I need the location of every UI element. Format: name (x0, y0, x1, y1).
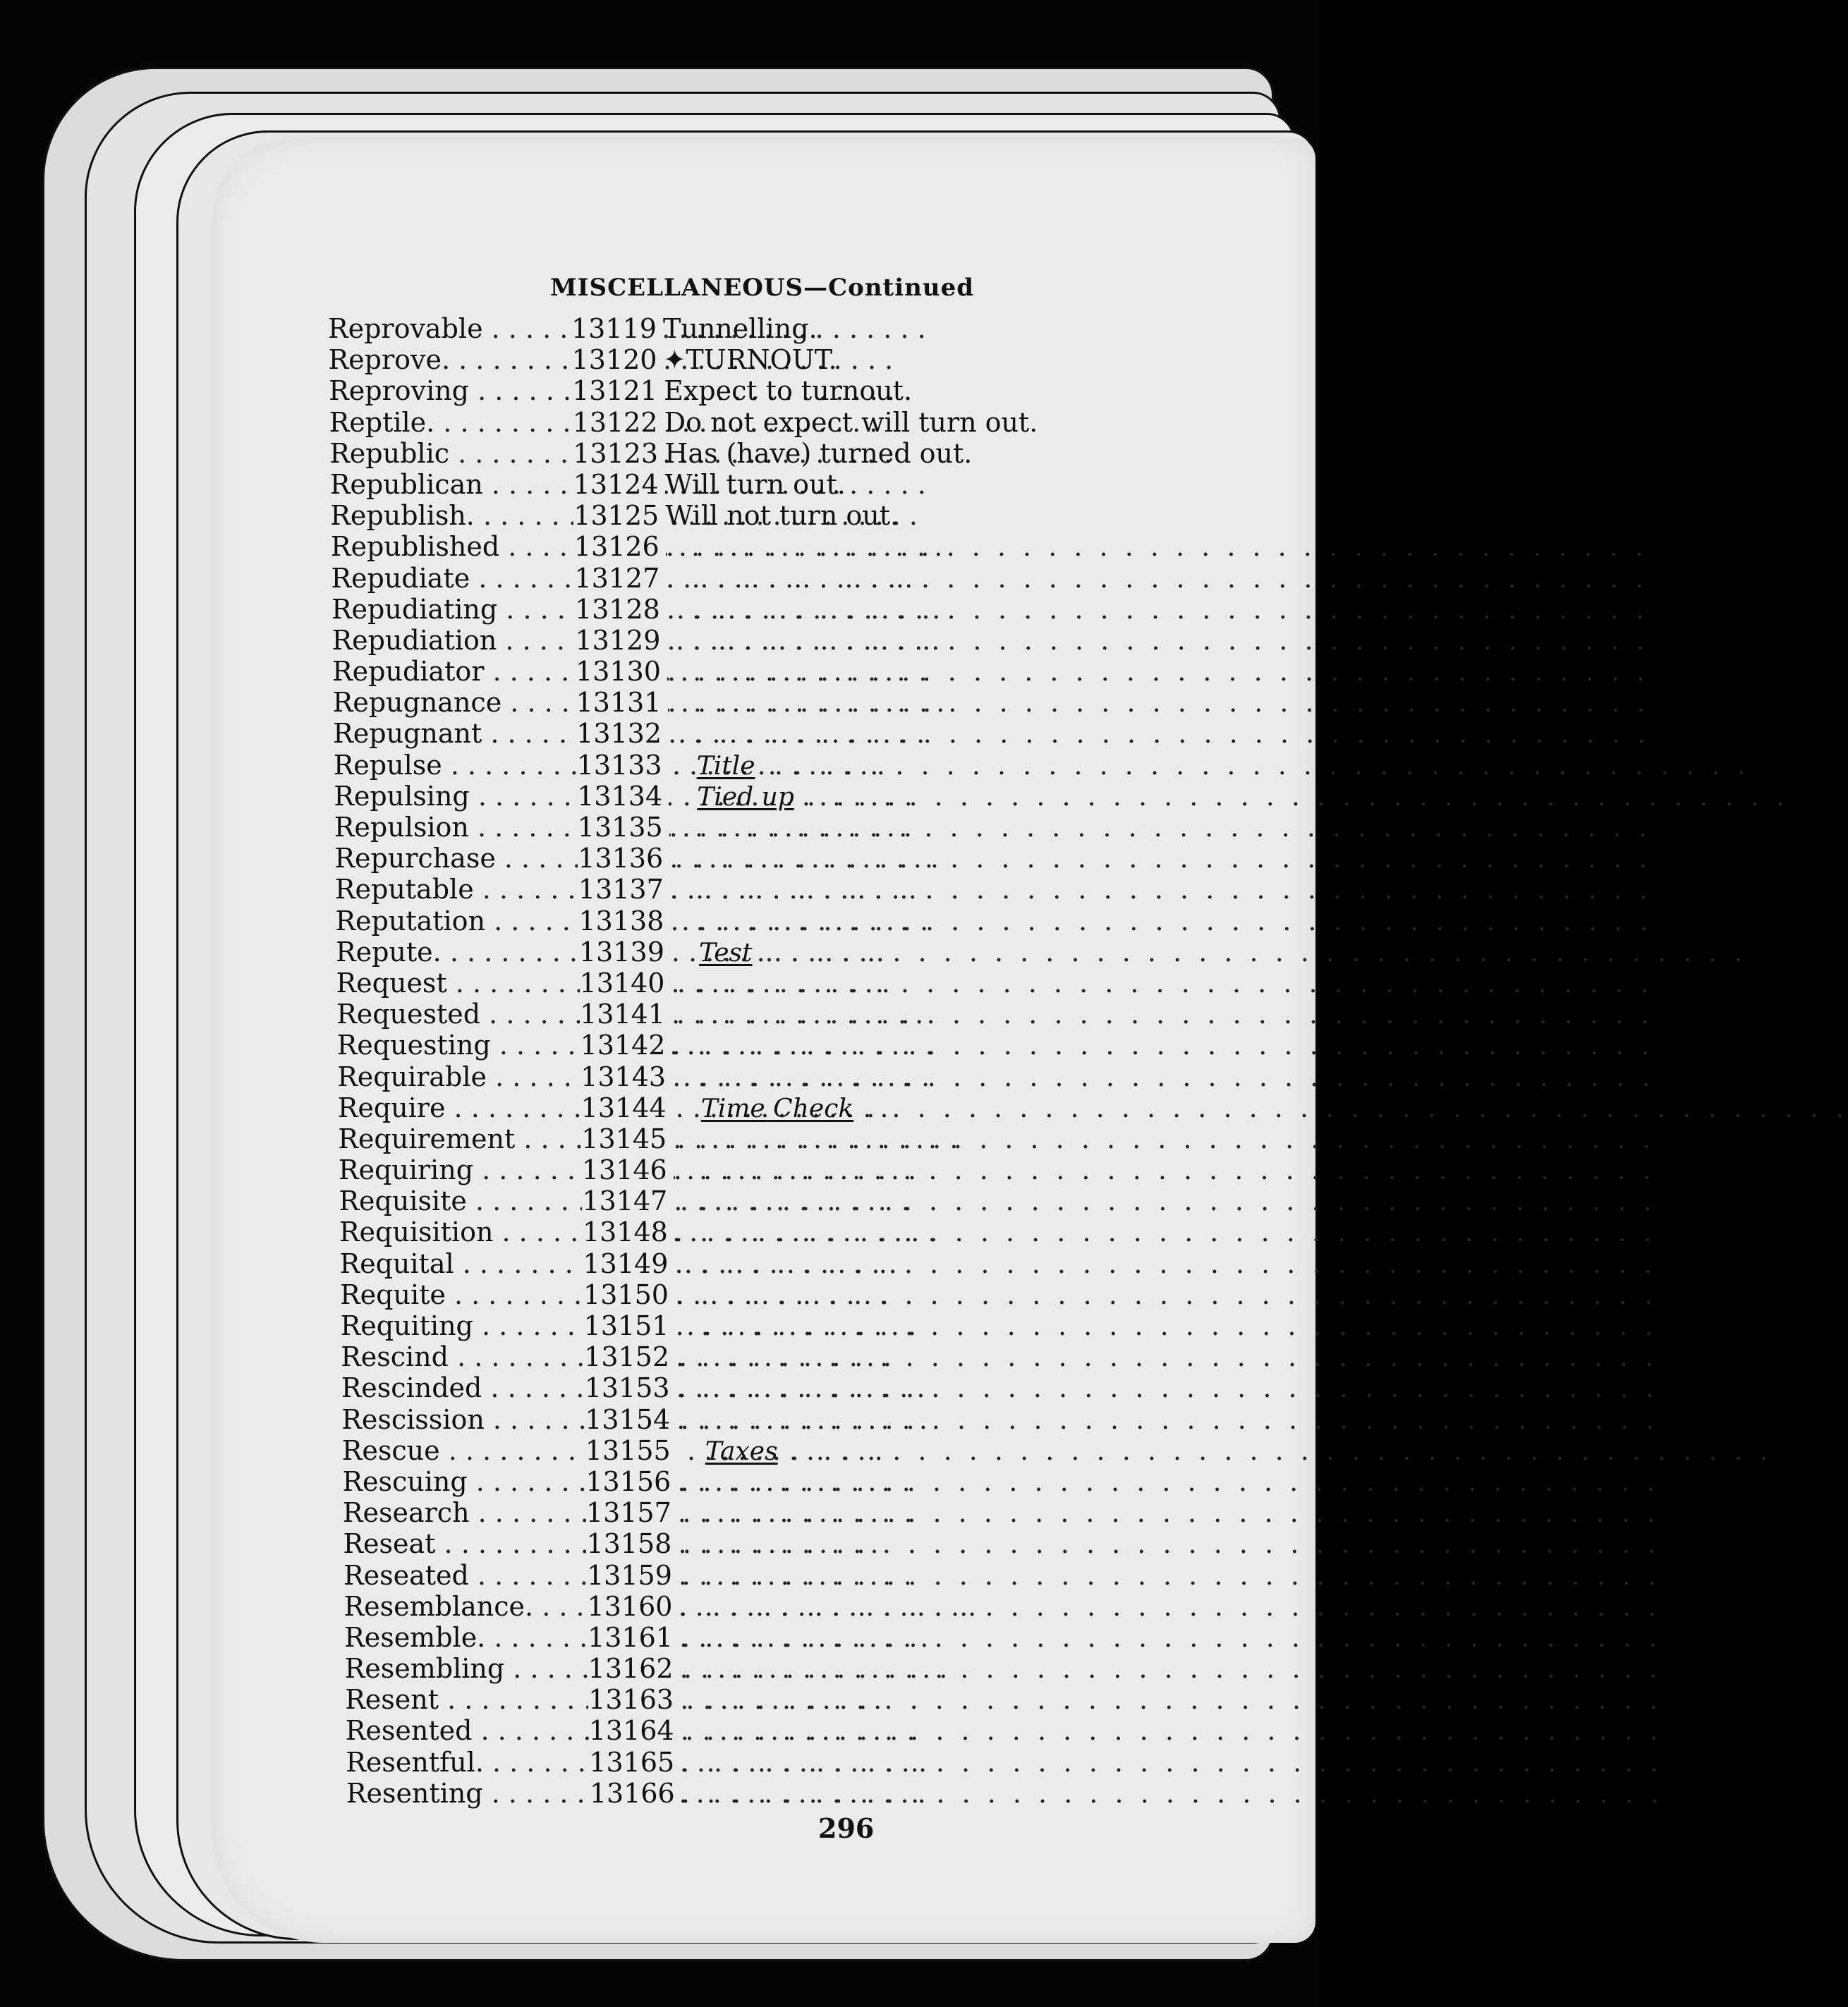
entry-meaning (665, 469, 1301, 500)
leader-dots: . . . . . . . . . . . . . . . . . . . . . . . . . . . . . . . . . . . . . . . (673, 1154, 1655, 1186)
code-entry-row (340, 1279, 1658, 1310)
entry-word: Reseated . . . (344, 1560, 587, 1591)
entry-meaning (674, 1216, 1657, 1248)
entry-code: 13146 (582, 1154, 674, 1185)
code-entry-row (344, 1590, 1661, 1622)
entry-meaning (669, 843, 1652, 874)
entry-code: 13122 (573, 407, 664, 438)
entry-meaning (679, 1653, 1662, 1685)
leader-dots: . . . . . . . . . . . . . . . . . . . . . . . . . . . . . . . . . . . . . . . (675, 1279, 1658, 1310)
entry-word: Requirable . . . (337, 1061, 580, 1092)
code-entry-row (341, 1341, 1658, 1373)
leader-dots: . . . . . . . . . . . . . . . . . . . . . . . . . . . . . . . . . . . . . . . (676, 1372, 1658, 1404)
code-entry-row (329, 344, 1301, 375)
entry-word: Repulsing . . . (334, 781, 577, 812)
leader-dots: . . . . . . . . . . . . . . . . . . . . . . . . . . . . . . . . . . . . . . . (679, 1559, 1661, 1591)
entry-word: Repugnance . . . (333, 687, 576, 718)
entry-code: 13159 (587, 1560, 679, 1591)
entry-code: 13163 (588, 1684, 680, 1715)
entry-code: 13141 (580, 999, 671, 1030)
entry-meaning (665, 500, 1301, 531)
entry-word: Resemble. . . . (344, 1622, 588, 1653)
entry-meaning (675, 1310, 1658, 1341)
leader-dots: . . . . . . . . . . . . . . . . . . . . . . . . . . . . . . . . . . . . . . . (679, 1621, 1662, 1653)
entry-code: 13140 (580, 968, 671, 999)
entry-code: 13121 (572, 375, 664, 406)
code-entry-row (344, 1653, 1662, 1685)
entry-word: Requesting . . . (337, 1030, 580, 1061)
entry-code: 13135 (578, 812, 669, 843)
code-entry-row (331, 593, 1649, 625)
entry-code: 13119 (571, 313, 663, 344)
entry-meaning (669, 812, 1651, 843)
entry-meaning (673, 1092, 1848, 1125)
handwritten-annotation: Taxes (705, 1436, 778, 1466)
entry-meaning (670, 905, 1653, 937)
leader-dots: . . . . . . . . . . . . . . . . . . . . . . . . . . . . . . . . . . . . . . . (666, 562, 1648, 594)
entry-meaning-text: Will not turn out. (665, 500, 899, 532)
entry-word: Requested . . . (336, 999, 580, 1030)
code-entry-row (334, 780, 1789, 812)
entry-code: 13155 (585, 1435, 677, 1466)
leader-dots: . . . . . . . . . . . . . . . . . . . . . . . . . . . . . . . . . . . . . . . (667, 624, 1649, 656)
code-entry-row (335, 905, 1653, 937)
code-entry-row (341, 1434, 1773, 1466)
entry-word: Requiting . . . (341, 1310, 584, 1341)
entry-code: 13145 (581, 1123, 673, 1154)
entry-meaning (674, 1247, 1657, 1279)
entry-code: 13152 (584, 1341, 676, 1372)
entry-meaning (680, 1715, 1662, 1747)
entry-code: 13157 (586, 1497, 678, 1528)
code-entry-row (336, 999, 1654, 1030)
code-entry-row (342, 1465, 1660, 1497)
entry-meaning (677, 1434, 1773, 1468)
entry-code: 13126 (574, 531, 666, 562)
entry-meaning (669, 874, 1652, 905)
entry-meaning (675, 1279, 1658, 1310)
page-number: 296 (818, 1812, 875, 1844)
code-entry-row (330, 469, 1301, 500)
entry-meaning (667, 656, 1650, 688)
entry-word: Require . . . (338, 1092, 581, 1123)
code-entry-row (332, 624, 1649, 656)
entry-meaning-text: Expect to turnout. (664, 375, 913, 407)
entry-meaning (676, 1341, 1658, 1373)
leader-dots: . . . . . . . . . . . . . . . . . . . . . . . . . . . . . . . . . . . . . . . (666, 593, 1649, 625)
entry-word: Resent . . . (345, 1684, 588, 1715)
entry-code: 13156 (585, 1466, 677, 1497)
entry-code: 13120 (572, 344, 664, 375)
code-entry-row (336, 967, 1653, 999)
entry-meaning (666, 562, 1648, 594)
entry-code: 13132 (576, 718, 668, 749)
entry-code: 13124 (573, 469, 665, 500)
entry-word: Repudiation . . . (332, 625, 576, 656)
entry-word: Request . . . (336, 968, 580, 999)
entry-code: 13123 (573, 438, 664, 469)
entry-meaning-text: Tunnelling. (663, 313, 817, 344)
leader-dots: . . . . . . . . . . . . . . . . . . . . . . . . . . . . . . . . . . . . . . . (678, 1528, 1660, 1560)
code-entry-row (345, 1684, 1662, 1716)
entry-word: Repute. . . . (336, 937, 579, 968)
leader-dots: . . . . . . . . . . . . . . . . . . . . . . . . . . . . . . . . . . . . . . . (777, 1434, 1773, 1466)
entry-code: 13139 (579, 937, 671, 968)
handwritten-annotation: Tied up (697, 782, 794, 812)
entry-code: 13134 (577, 781, 669, 812)
entry-word: Rescinded . . . (341, 1372, 585, 1403)
leader-dots: . . . . . . . . . . . . . . . . . . . . . . . . . . . . . . . . . . . . . . . (675, 1310, 1658, 1341)
leader-dots: . . . . . . . . . . . . . . . . . . . . . . . . . . . . . . . . . . . . . . . (755, 749, 1750, 781)
code-entry-row (334, 874, 1652, 905)
entry-code: 13165 (589, 1747, 681, 1778)
leader-dots: . . . . . . . . . . . . . . . . . . . . . . . . . . . . . . . . . . . . . . . (669, 812, 1651, 843)
leader-dots: . . . . . . . . . . . . . . . . . . . . . . . . . . . . . . . . . . . . . . . (669, 874, 1652, 905)
entry-code: 13133 (577, 750, 669, 781)
leader-dots: . . . . . . . . . . . . . . . . . . . . . . . . . . . . . . . . . . . . . . . (794, 780, 1789, 812)
code-entry-row (341, 1403, 1659, 1435)
entry-meaning-text: ✦TURNOUT. (663, 344, 837, 376)
leader-dots: . . . . . . . . . . . . . . . . . . . . . . . . . . . . . . . . . . . . . . . (671, 1030, 1654, 1061)
leader-dots: . . . . . . . . . . . . . . . . . . . . . . . . . . . . . . . . . . . . . . . (667, 656, 1650, 688)
code-entry-row (330, 500, 1301, 531)
entry-code: 13164 (589, 1715, 681, 1746)
entry-meaning (681, 1777, 1663, 1809)
entry-word: Requisite . . . (339, 1185, 582, 1216)
code-entry-row (340, 1310, 1658, 1341)
entry-code: 13161 (588, 1622, 679, 1653)
entry-code: 13162 (588, 1653, 680, 1684)
leader-dots: . . . . . . . . . . . . . . . . . . . . . . . . . . . . . . . . . . . . . . . (676, 1403, 1659, 1435)
code-entry-row (337, 1061, 1655, 1092)
entry-meaning (679, 1621, 1662, 1653)
entry-meaning (679, 1559, 1661, 1591)
entry-code: 13142 (580, 1030, 672, 1061)
code-entry-row (329, 375, 1301, 406)
entry-code: 13151 (584, 1310, 676, 1341)
entry-code: 13131 (576, 687, 668, 718)
leader-dots: . . . . . . . . . . . . . . . . . . . . . . . . . . . . . . . . . . . . . . . (674, 1185, 1656, 1217)
entry-code: 13136 (578, 843, 669, 874)
entry-word: Requital . . . (340, 1248, 583, 1279)
entry-word: Repudiator . . . (332, 656, 576, 687)
entry-meaning (663, 313, 1301, 344)
code-entry-row (336, 1030, 1654, 1061)
code-entry-row (333, 749, 1750, 781)
entry-meaning (667, 687, 1650, 719)
entry-code: 13137 (578, 874, 670, 905)
code-entry-row (339, 1216, 1657, 1248)
entry-word: Repulse . . . (334, 750, 577, 781)
entry-meaning (669, 780, 1789, 813)
leader-dots: . . . . . . . . . . . . . . . . . . . . . . . . . . . . . . . . . . . . . . . (853, 1092, 1848, 1123)
entry-meaning-text: Do not expect will turn out. (664, 406, 1038, 438)
leader-dots: . . . . . . . . . . . . . . . . . . . . . . . . . . . . . . . . . . . . . . . (679, 1590, 1661, 1622)
entry-word: Rescue . . . (342, 1435, 585, 1466)
entry-code: 13138 (578, 905, 670, 937)
entry-word: Requisition . . . (339, 1216, 583, 1247)
entry-word: Requiring . . . (339, 1154, 582, 1185)
entry-meaning (671, 1030, 1654, 1061)
entry-word: Research . . . (343, 1497, 586, 1528)
entry-code: 13125 (573, 500, 665, 531)
entry-meaning (665, 531, 1648, 563)
entry-code: 13154 (585, 1404, 676, 1435)
entry-word: Republish. . . . (330, 500, 573, 531)
entry-meaning (671, 999, 1654, 1030)
code-entry-row (344, 1559, 1661, 1591)
entry-word: Repurchase . . . (334, 843, 578, 874)
code-entry-row (341, 1372, 1658, 1404)
entry-meaning (677, 1465, 1660, 1497)
entry-meaning (664, 407, 1301, 438)
leader-dots: . . . . . . . . . . . . . . . . . . . . . . . . . . . . . . . . . . . . . . . (681, 1777, 1663, 1809)
code-entry-row (333, 718, 1651, 750)
leader-dots: . . . . . . . . . . . . . . . . . . . . . . . . . . . . . . . . . . . . . . . (679, 1653, 1662, 1685)
code-entry-row (329, 438, 1301, 469)
handwritten-annotation: Test (699, 938, 753, 968)
code-entry-row (330, 531, 1648, 563)
leader-dots: . . . . . . . . . . . . . . . . . . . . . . . . . . . . . . . . . . . . . . . (668, 718, 1651, 750)
leader-dots: . . . . . . . . . . . . . . . . . . . . . . . . . . . . . . . . . . . . . . . (669, 843, 1652, 874)
entry-meaning (664, 375, 1301, 406)
entry-word: Repulsion . . . (334, 812, 578, 843)
entry-word: Resembling . . . (345, 1653, 588, 1684)
code-entry-row (338, 1123, 1655, 1154)
entry-word: Reseat . . . (343, 1528, 586, 1559)
entry-meaning (676, 1372, 1658, 1404)
code-entry-row (332, 687, 1650, 719)
entry-meaning (664, 344, 1301, 375)
entry-word: Reptile. . . . (329, 407, 573, 438)
code-entry-row (346, 1777, 1663, 1809)
entry-meaning (673, 1123, 1655, 1154)
entry-meaning (681, 1746, 1663, 1778)
code-entry-row (332, 656, 1650, 688)
entry-code: 13153 (585, 1372, 676, 1403)
leader-dots: . . . . . . . . . . . . . . . . . . . . . . . . . . . . . . . . . . . . . . . (674, 1247, 1657, 1279)
entry-word: Resenting . . . (346, 1778, 590, 1809)
entry-code: 13128 (575, 594, 667, 625)
leader-dots: . . . . . . . . . . . . . . . . . . . . . . . . . . . . . . . . . . . . . . . (752, 936, 1747, 968)
leader-dots: . . . . . . . . . . . . . . . . . . . . . . . . . . . . . . . . . . . . . . . (665, 531, 1648, 563)
entry-meaning (671, 936, 1747, 969)
leader-dots: . . . . . . . . . . . . . . . . . . . . . . . . . . . . . . . . . . . . . . . (680, 1715, 1662, 1747)
code-entry-row (345, 1715, 1662, 1747)
entry-code: 13166 (590, 1778, 681, 1809)
code-entry-row (346, 1746, 1663, 1778)
entry-meaning (680, 1684, 1662, 1716)
code-entry-row (343, 1528, 1660, 1560)
leader-dots: . . . . . . . . . . . . . . . . . . . . . . . . . . . . . . . . . . . . . . . (673, 1123, 1655, 1154)
leader-dots: . . . . . . . . . . . . . . . . . . . . . . . . . . . . . . . . . . . . . . . (671, 967, 1653, 999)
leader-dots: . . . . . . . . . . . . . . . . . . . . . . . . . . . . . . . . . . . . . . . (677, 1465, 1660, 1497)
entry-meaning (668, 718, 1651, 750)
leader-dots: . . . . . . . . . . . . . . . . . . . . . . . . . . . . . . . . . . . . . . . (681, 1746, 1663, 1778)
entry-code: 13149 (583, 1248, 675, 1279)
code-entry-row (344, 1621, 1662, 1653)
handwritten-annotation: Title (696, 751, 755, 781)
entry-word: Requirement . . . (338, 1123, 581, 1154)
code-entry-row (331, 562, 1648, 594)
code-entry-row (328, 313, 1301, 344)
code-entry-row (337, 1092, 1848, 1123)
code-entry-row (338, 1154, 1655, 1186)
entry-word: Rescission . . . (341, 1404, 585, 1435)
entry-word: Resemblance. . . . (344, 1591, 588, 1622)
entry-word: Rescuing . . . (342, 1466, 585, 1497)
code-entry-row (342, 1497, 1660, 1529)
entry-meaning (674, 1185, 1656, 1217)
entry-meaning (667, 624, 1649, 656)
entry-code: 13129 (576, 625, 667, 656)
entry-word: Resentful. . . . (346, 1747, 589, 1778)
entry-word: Rescind . . . (341, 1341, 584, 1372)
entry-code: 13150 (583, 1279, 675, 1310)
entry-code: 13147 (582, 1185, 674, 1216)
entry-meaning (678, 1528, 1660, 1560)
code-entry-row (339, 1247, 1657, 1279)
entry-word: Reputation . . . (335, 905, 578, 937)
entry-code: 13127 (574, 563, 666, 594)
entry-meaning (679, 1590, 1661, 1622)
leader-dots: . . . . . . . . . . . . . . . . . . . . . . . . . . . . . . . . . . . . . . . (677, 1497, 1660, 1529)
entry-meaning (677, 1497, 1660, 1529)
code-entry-row (329, 407, 1301, 438)
entry-meaning (672, 1061, 1655, 1092)
entry-meaning (673, 1154, 1655, 1186)
entry-meaning (676, 1403, 1659, 1435)
entry-word: Repugnant . . . (333, 718, 576, 749)
entry-word: Repudiating . . . (332, 594, 575, 625)
entry-meaning (669, 749, 1750, 782)
leader-dots: . . . . . . . . . . . . . . . . . . . . . . . . . . . . . . . . . . . . . . . (676, 1341, 1658, 1373)
entry-word: Resented . . . (346, 1715, 589, 1746)
code-list (328, 313, 1848, 1809)
code-entry-row (334, 812, 1651, 843)
entry-word: Reputable . . . (335, 874, 578, 905)
entry-word: Reprove. . . . (329, 344, 572, 375)
entry-code: 13148 (583, 1216, 674, 1247)
leader-dots: . . . . . . . . . . . . . . . . . . . . . . . . . . . . . . . . . . . . . . . (674, 1216, 1657, 1248)
code-entry-row (334, 843, 1652, 874)
leader-dots: . . . . . . . . . . . . . . . . . . . . . . . . . . . . . . . . . . . . . . . (672, 1061, 1655, 1092)
leader-dots: . . . . . . . . . . . . . . . . . . . . . . . . . . . . . . . . . . . . . . . (680, 1684, 1662, 1716)
entry-code: 13144 (581, 1092, 673, 1123)
handwritten-annotation: Time Check (700, 1094, 854, 1123)
entry-meaning (671, 967, 1653, 999)
leader-dots: . . . . . . . . . . . . . . . . . . . . . . . . . . . . . . . . . . . . . . . (671, 999, 1654, 1030)
entry-code: 13158 (586, 1528, 678, 1559)
entry-word: Republic . . . (329, 438, 573, 469)
entry-code: 13143 (580, 1061, 672, 1092)
entry-meaning (666, 593, 1649, 625)
leader-dots: . . . . . . . . . . . . . . . . . . . . . . . . . . . . . . . . . . . . . . . (667, 687, 1650, 719)
entry-word: Requite . . . (340, 1279, 583, 1310)
leader-dots: . . . . . . . . . . . . . . . . . . . . . . . . . . . . . . . . . . . . . . . (670, 905, 1653, 937)
code-entry-row (339, 1185, 1656, 1217)
code-entry-row (336, 936, 1747, 968)
entry-word: Reproving . . . (329, 375, 572, 406)
entry-code: 13160 (588, 1591, 679, 1622)
entry-meaning-text: Will turn out. (664, 468, 846, 500)
entry-word: Reprovable . . . (328, 313, 571, 344)
entry-word: Republished . . . (331, 531, 574, 562)
section-heading: MISCELLANEOUS—Continued (550, 274, 974, 302)
entry-meaning (664, 438, 1301, 469)
entry-word: Repudiate . . . (331, 563, 574, 594)
entry-meaning-text: Has (have) turned out. (664, 437, 973, 469)
entry-word: Republican . . . (330, 469, 573, 500)
entry-code: 13130 (576, 656, 667, 687)
